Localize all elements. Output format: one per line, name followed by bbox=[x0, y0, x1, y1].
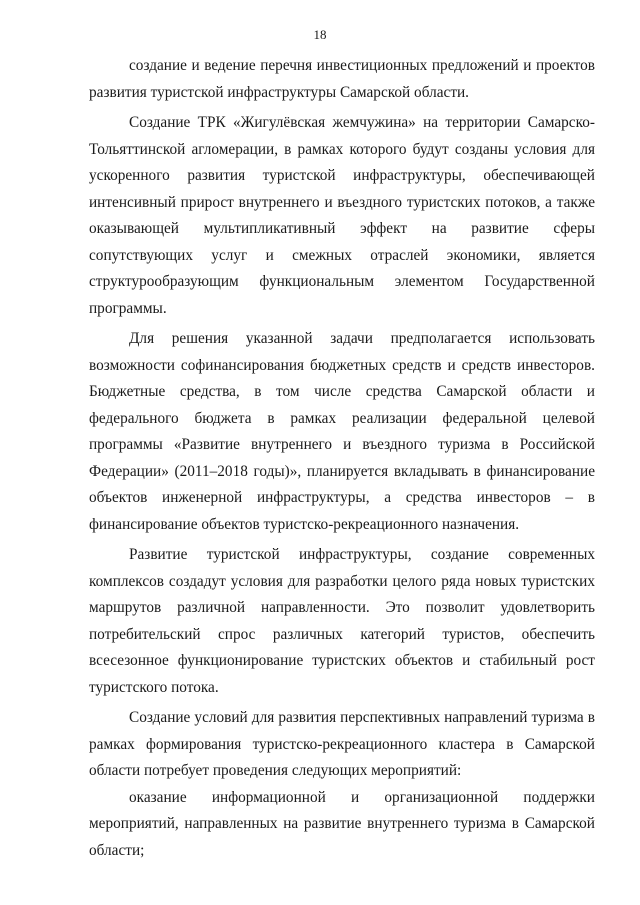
paragraph-investment-list: создание и ведение перечня инвестиционных предложений и проектов развития туристской инфраструктуры Самарской области. bbox=[89, 57, 595, 101]
paragraph-cofinancing: Для решения указанной задачи предполагается использовать возможности софинансирования бюджетных средств и средств инвесторов. Бюджетные средства, в том числе средства Самарской области и федерального бюджета в рамках реализации федеральной целевой программы «Развитие внутреннего и въездного туризма в Российской Федерации» (2011–2018 годы)», планируется вкладывать в финансирование объектов инженерной инфраструктуры, а средства инвесторов – в финансирование объектов туристско-рекреационного назначения. bbox=[89, 330, 595, 533]
paragraph-conditions: Создание условий для развития перспективных направлений туризма в рамках формирования туристско-рекреационного кластера в Самарской области потребует проведения следующих мероприятий: bbox=[89, 709, 595, 779]
paragraph-infrastructure-development: Развитие туристской инфраструктуры, создание современных комплексов создадут условия для разработки целого ряда новых туристских маршрутов различной направленности. Это позволит удовлетворить потребительский спрос различных категорий туристов, обеспечить всесезонное функционирование туристских объектов и стабильный рост туристского потока. bbox=[89, 546, 595, 696]
paragraph-trk-zhigulevskaya: Создание ТРК «Жигулёвская жемчужина» на территории Самарско-Тольяттинской агломерации, в рамках которого будут созданы условия для ускоренного развития туристской инфраструктуры, обеспечивающей интенсивный прирост внутреннего и въездного туристских потоков, а также оказывающей мультипликативный эффект на развитие сферы сопутствующих услуг и смежных отраслей экономики, является структурообразующим функциональным элементом Государственной программы. bbox=[89, 114, 595, 317]
paragraph-information-support: оказание информационной и организационной поддержки мероприятий, направленных на развитие внутреннего туризма в Самарской области; bbox=[89, 788, 595, 859]
page-number: 18 bbox=[313, 27, 327, 42]
document-body bbox=[89, 53, 595, 864]
